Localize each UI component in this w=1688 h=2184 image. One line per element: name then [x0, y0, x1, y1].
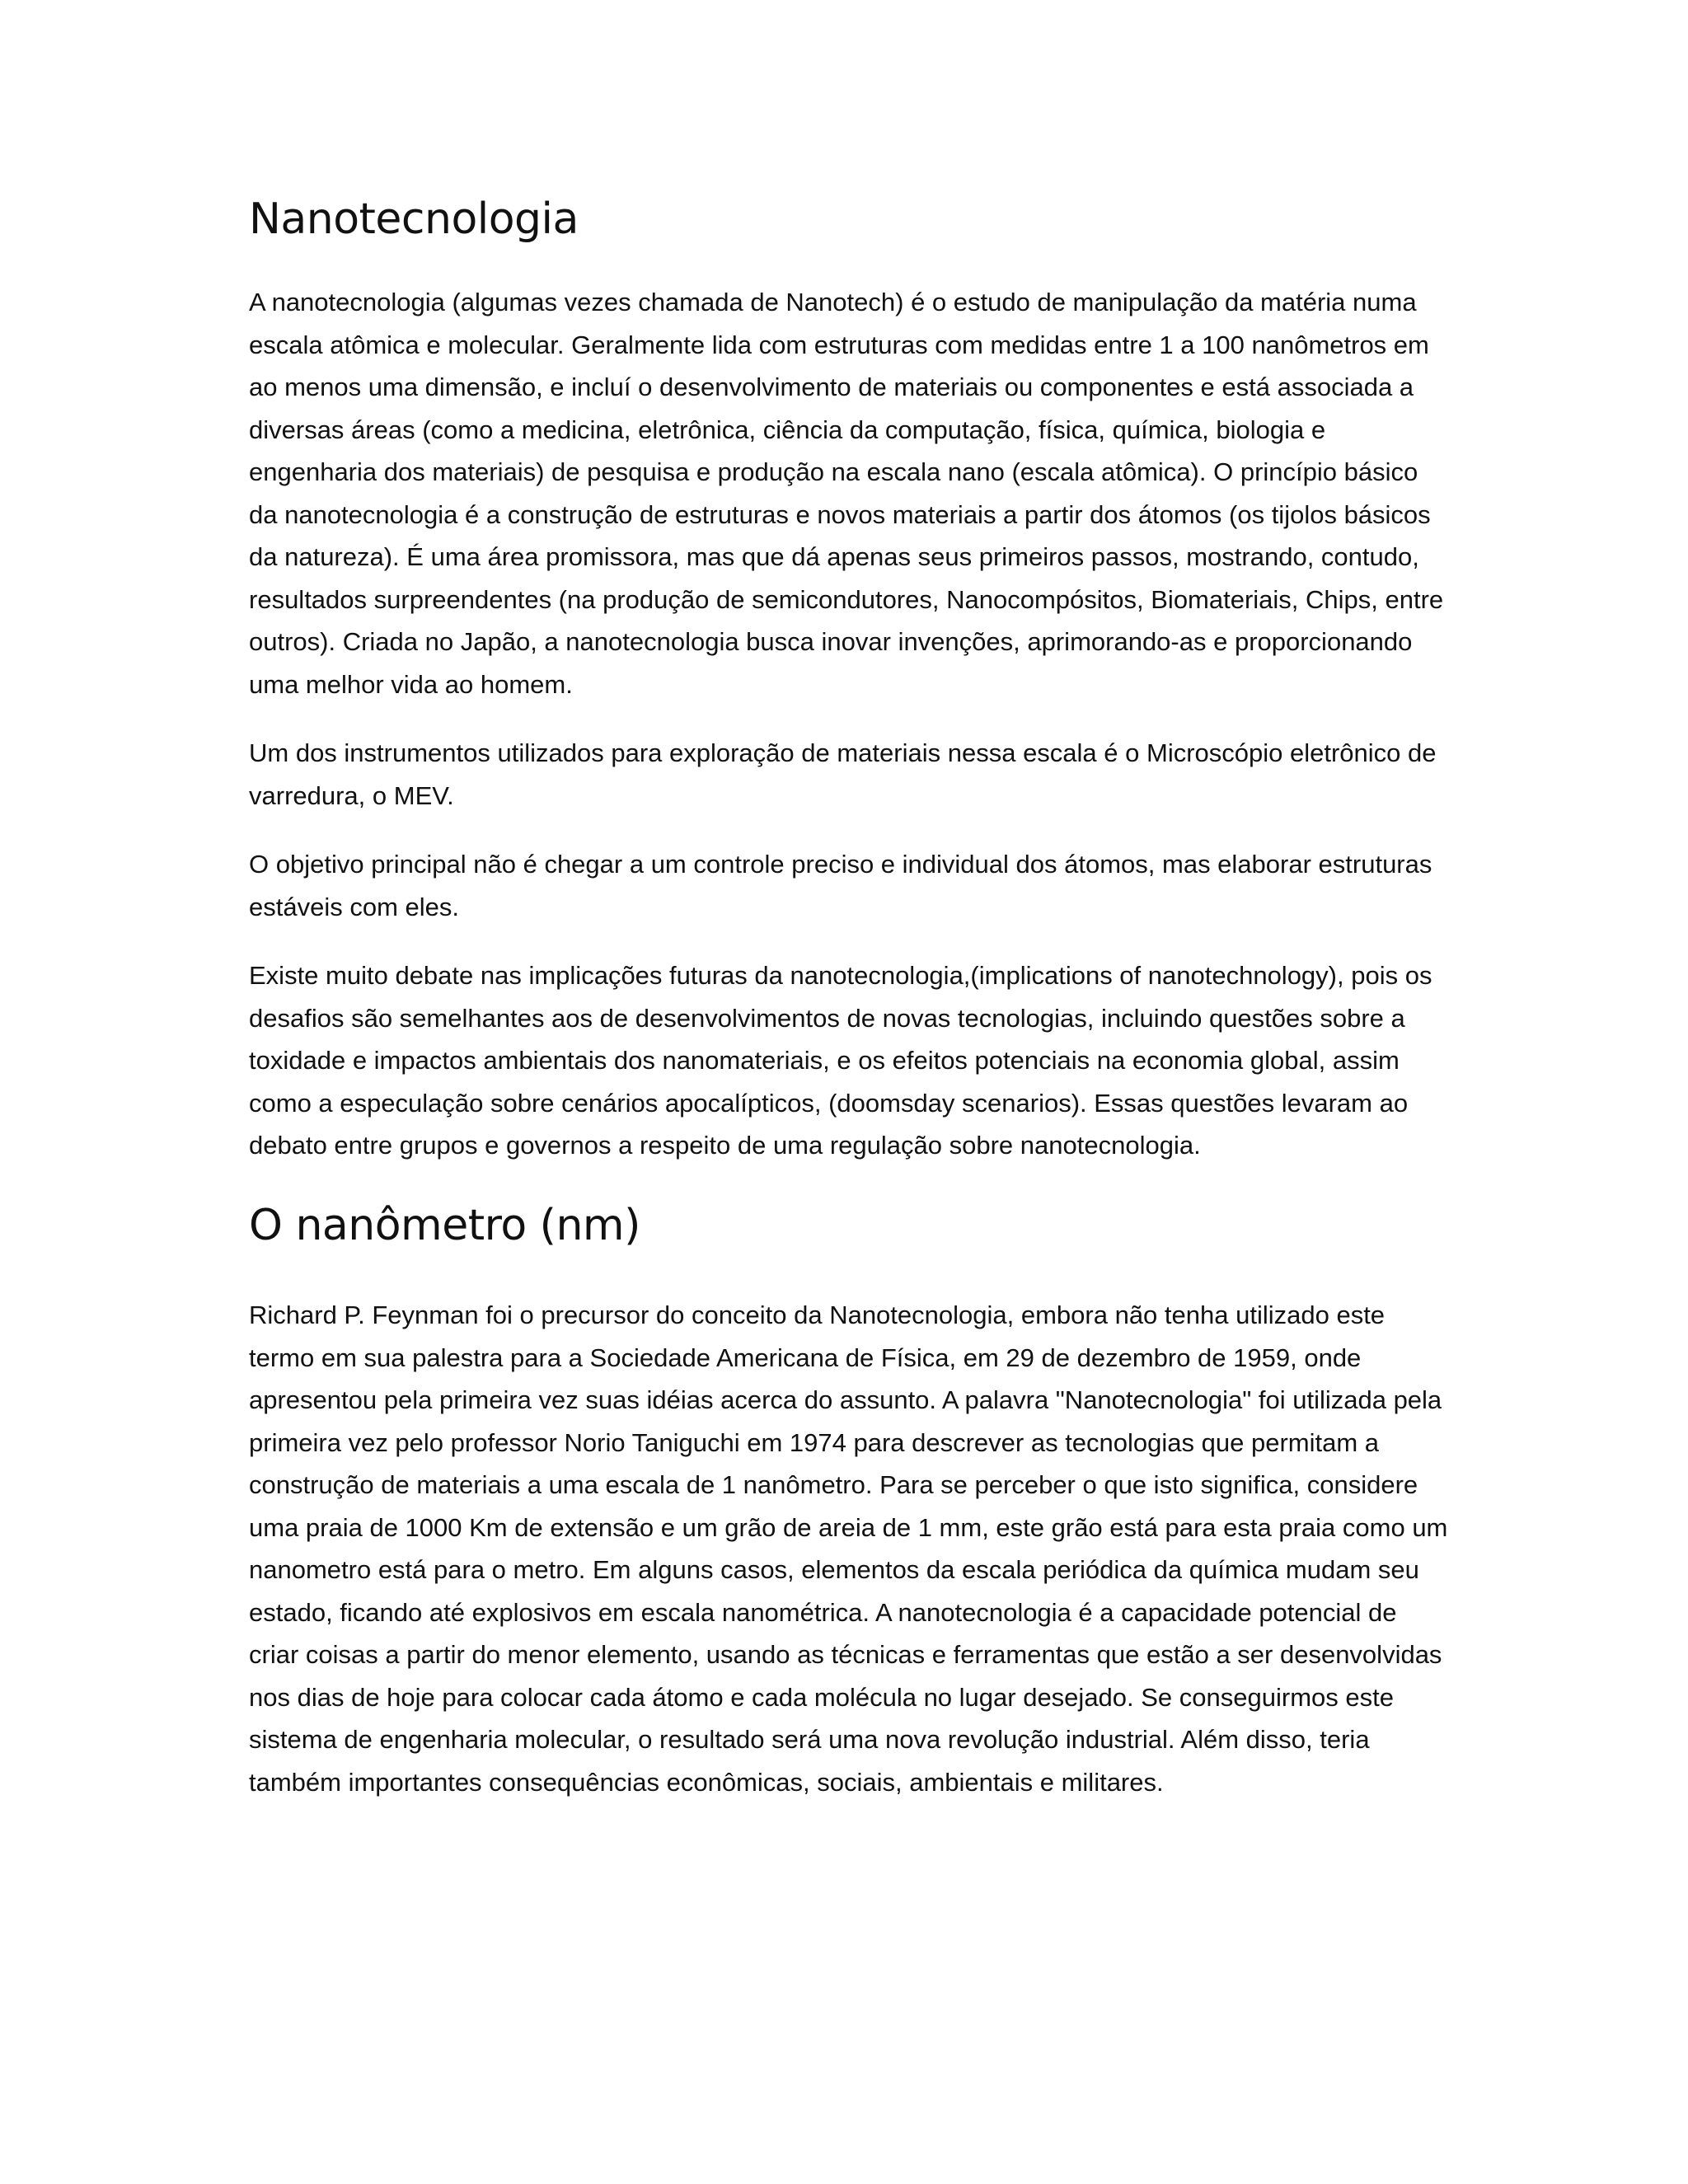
- paragraph-mev: Um dos instrumentos utilizados para exploração de materiais nessa escala é o Microscópio eletrônico de varredura, o MEV.: [249, 738, 1437, 810]
- paragraph-debate: Existe muito debate nas implicações futuras da nanotecnologia,(implications of nanotechnology), pois os desafios são semelhantes aos de desenvolvimentos de novas tecnologias, incluindo questões sobre a toxidade e impactos ambientais dos nanomateriais, e os efeitos potenciais na economia global, assim como a especulação sobre cenários apocalípticos, (doomsday scenarios). Essas questões levaram ao debato entre grupos e governos a respeito de uma regulação sobre nanotecnologia.: [249, 961, 1432, 1160]
- paragraph-objetivo: O objetivo principal não é chegar a um controle preciso e individual dos átomos, mas elaborar estruturas estáveis com eles.: [249, 850, 1432, 921]
- heading-nanometro: O nanômetro (nm): [249, 1200, 640, 1250]
- heading-nanotecnologia: Nanotecnologia: [249, 194, 579, 244]
- document-body: [249, 194, 1452, 1830]
- paragraph-intro: A nanotecnologia (algumas vezes chamada de Nanotech) é o estudo de manipulação da matéria numa escala atômica e molecular. Geralmente lida com estruturas com medidas entre 1 a 100 nanômetros em ao menos uma dimensão, e incluí o desenvolvimento de materiais ou componentes e está associada a diversas áreas (como a medicina, eletrônica, ciência da computação, física, química, biologia e engenharia dos materiais) de pesquisa e produção na escala nano (escala atômica). O princípio básico da nanotecnologia é a construção de estruturas e novos materiais a partir dos átomos (os tijolos básicos da natureza). É uma área promissora, mas que dá apenas seus primeiros passos, mostrando, contudo, resultados surpreendentes (na produção de semicondutores, Nanocompósitos, Biomateriais, Chips, entre outros). Criada no Japão, a nanotecnologia busca inovar invenções, aprimorando-as e proporcionando uma melhor vida ao homem.: [249, 288, 1444, 699]
- paragraph-feynman: Richard P. Feynman foi o precursor do conceito da Nanotecnologia, embora não tenha utilizado este termo em sua palestra para a Sociedade Americana de Física, em 29 de dezembro de 1959, onde apresentou pela primeira vez suas idéias acerca do assunto. A palavra "Nanotecnologia" foi utilizada pela primeira vez pelo professor Norio Taniguchi em 1974 para descrever as tecnologias que permitam a construção de materiais a uma escala de 1 nanômetro. Para se perceber o que isto significa, considere uma praia de 1000 Km de extensão e um grão de areia de 1 mm, este grão está para esta praia como um nanometro está para o metro. Em alguns casos, elementos da escala periódica da química mudam seu estado, ficando até explosivos em escala nanométrica. A nanotecnologia é a capacidade potencial de criar coisas a partir do menor elemento, usando as técnicas e ferramentas que estão a ser desenvolvidas nos dias de hoje para colocar cada átomo e cada molécula no lugar desejado. Se conseguirmos este sistema de engenharia molecular, o resultado será uma nova revolução industrial. Além disso, teria também importantes consequências econômicas, sociais, ambientais e militares.: [249, 1301, 1448, 1797]
